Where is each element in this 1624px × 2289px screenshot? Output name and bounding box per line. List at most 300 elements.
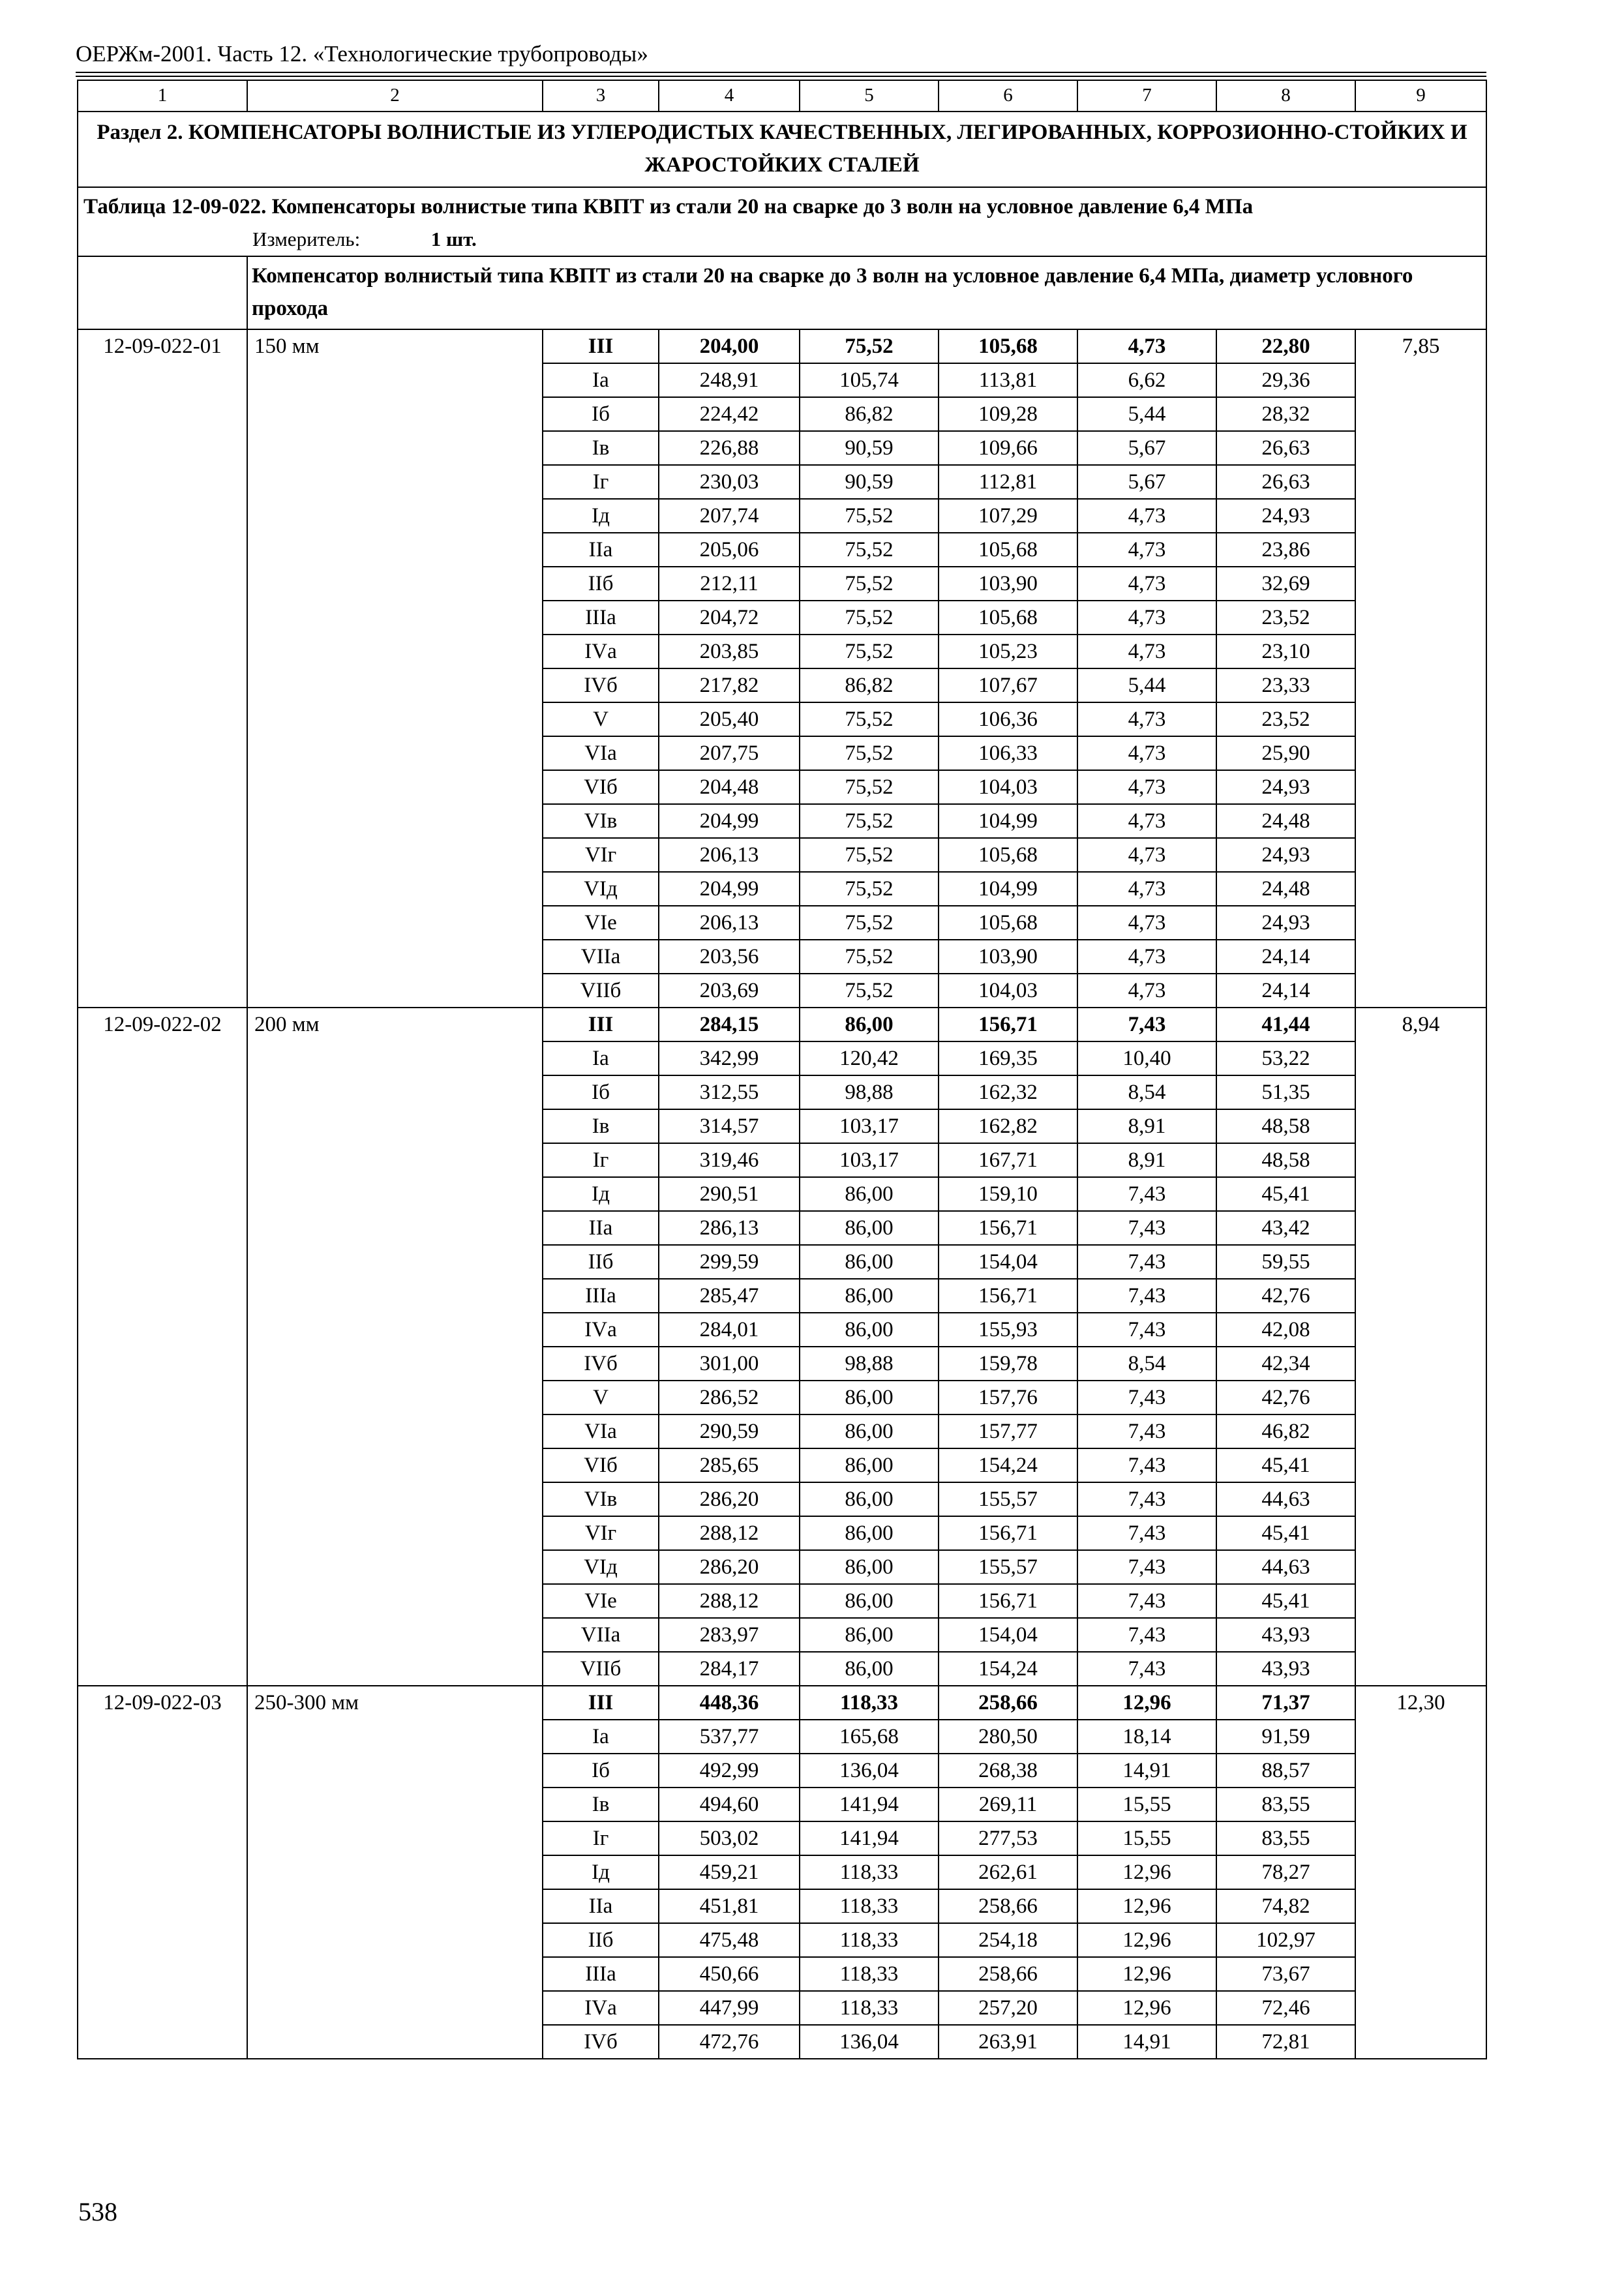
cell-col4: 459,21 bbox=[659, 1855, 800, 1889]
cell-col8: 24,93 bbox=[1216, 499, 1355, 533]
rate-code: 12-09-022-03 bbox=[78, 1686, 247, 2059]
cell-col5: 86,00 bbox=[800, 1584, 939, 1618]
cell-col4: 319,46 bbox=[659, 1143, 800, 1177]
cell-col8: 32,69 bbox=[1216, 567, 1355, 601]
cell-col5: 75,52 bbox=[800, 906, 939, 940]
cell-col7: 7,43 bbox=[1077, 1381, 1216, 1414]
cell-col4: 450,66 bbox=[659, 1957, 800, 1991]
cell-col7: 7,43 bbox=[1077, 1618, 1216, 1652]
cell-col4: 203,56 bbox=[659, 940, 800, 974]
cell-col8: 42,76 bbox=[1216, 1279, 1355, 1313]
cell-col8: 24,93 bbox=[1216, 906, 1355, 940]
cell-col7: 8,91 bbox=[1077, 1143, 1216, 1177]
cell-col6: 112,81 bbox=[939, 465, 1077, 499]
cell-col4: 204,99 bbox=[659, 872, 800, 906]
cell-col5: 90,59 bbox=[800, 465, 939, 499]
cell-col7: 5,44 bbox=[1077, 668, 1216, 702]
cell-zone: VIа bbox=[543, 736, 659, 770]
cell-col4: 288,12 bbox=[659, 1516, 800, 1550]
cell-col7: 7,43 bbox=[1077, 1516, 1216, 1550]
cell-zone: III bbox=[543, 329, 659, 363]
cell-col7: 7,43 bbox=[1077, 1279, 1216, 1313]
cell-zone: VIа bbox=[543, 1414, 659, 1448]
cell-col6: 113,81 bbox=[939, 363, 1077, 397]
cell-col4: 206,13 bbox=[659, 906, 800, 940]
cell-col6: 104,99 bbox=[939, 872, 1077, 906]
cell-col6: 156,71 bbox=[939, 1008, 1077, 1041]
cell-col5: 86,00 bbox=[800, 1652, 939, 1686]
cell-zone: V bbox=[543, 1381, 659, 1414]
cell-col5: 86,00 bbox=[800, 1550, 939, 1584]
cell-zone: IIа bbox=[543, 1211, 659, 1245]
cell-col7: 8,91 bbox=[1077, 1109, 1216, 1143]
cell-zone: VIIб bbox=[543, 1652, 659, 1686]
cell-col7: 7,43 bbox=[1077, 1448, 1216, 1482]
cell-col5: 75,52 bbox=[800, 838, 939, 872]
cell-zone: Iг bbox=[543, 1821, 659, 1855]
cell-zone: VIд bbox=[543, 1550, 659, 1584]
cell-col6: 162,82 bbox=[939, 1109, 1077, 1143]
meter-value: 1 шт. bbox=[430, 228, 477, 250]
cell-zone: V bbox=[543, 702, 659, 736]
cell-col5: 86,00 bbox=[800, 1381, 939, 1414]
cell-zone: IVб bbox=[543, 1347, 659, 1381]
cell-col6: 157,77 bbox=[939, 1414, 1077, 1448]
cell-zone: IVа bbox=[543, 635, 659, 668]
cell-col7: 15,55 bbox=[1077, 1788, 1216, 1821]
rate-code: 12-09-022-01 bbox=[78, 329, 247, 1008]
cell-col8: 24,48 bbox=[1216, 804, 1355, 838]
cell-col8: 22,80 bbox=[1216, 329, 1355, 363]
cell-col6: 155,93 bbox=[939, 1313, 1077, 1347]
cell-col8: 42,34 bbox=[1216, 1347, 1355, 1381]
cell-col6: 258,66 bbox=[939, 1957, 1077, 1991]
cell-col6: 159,10 bbox=[939, 1177, 1077, 1211]
cell-col4: 290,59 bbox=[659, 1414, 800, 1448]
cell-zone: IVа bbox=[543, 1991, 659, 2025]
table-row bbox=[78, 329, 1486, 363]
cell-col5: 75,52 bbox=[800, 804, 939, 838]
cell-col6: 106,33 bbox=[939, 736, 1077, 770]
cell-col7: 12,96 bbox=[1077, 1686, 1216, 1720]
cell-zone: IVб bbox=[543, 668, 659, 702]
cell-col7: 15,55 bbox=[1077, 1821, 1216, 1855]
cell-col8: 45,41 bbox=[1216, 1584, 1355, 1618]
cell-col4: 503,02 bbox=[659, 1821, 800, 1855]
cell-zone: Iд bbox=[543, 1855, 659, 1889]
cell-col8: 88,57 bbox=[1216, 1754, 1355, 1788]
cell-zone: Iа bbox=[543, 1720, 659, 1754]
cell-zone: VIIа bbox=[543, 940, 659, 974]
cell-col6: 155,57 bbox=[939, 1550, 1077, 1584]
cell-col8: 24,14 bbox=[1216, 974, 1355, 1008]
cell-col8: 83,55 bbox=[1216, 1821, 1355, 1855]
cell-col7: 7,43 bbox=[1077, 1414, 1216, 1448]
cell-col7: 8,54 bbox=[1077, 1075, 1216, 1109]
cell-col7: 7,43 bbox=[1077, 1177, 1216, 1211]
page-number: 538 bbox=[78, 2197, 117, 2226]
cell-col6: 106,36 bbox=[939, 702, 1077, 736]
cell-col4: 285,65 bbox=[659, 1448, 800, 1482]
cell-col7: 6,62 bbox=[1077, 363, 1216, 397]
cell-zone: VIв bbox=[543, 1482, 659, 1516]
cell-zone: Iб bbox=[543, 397, 659, 431]
cell-col4: 286,20 bbox=[659, 1550, 800, 1584]
cell-col4: 204,48 bbox=[659, 770, 800, 804]
cell-col8: 41,44 bbox=[1216, 1008, 1355, 1041]
cell-col5: 75,52 bbox=[800, 533, 939, 567]
cell-col5: 75,52 bbox=[800, 770, 939, 804]
cell-col7: 7,43 bbox=[1077, 1550, 1216, 1584]
cell-col7: 4,73 bbox=[1077, 736, 1216, 770]
cell-col4: 203,85 bbox=[659, 635, 800, 668]
cell-col4: 290,51 bbox=[659, 1177, 800, 1211]
cell-col5: 86,00 bbox=[800, 1279, 939, 1313]
cell-col4: 285,47 bbox=[659, 1279, 800, 1313]
cell-col7: 12,96 bbox=[1077, 1923, 1216, 1957]
cell-zone: Iб bbox=[543, 1754, 659, 1788]
cell-col5: 105,74 bbox=[800, 363, 939, 397]
cell-col4: 537,77 bbox=[659, 1720, 800, 1754]
cell-col8: 78,27 bbox=[1216, 1855, 1355, 1889]
cell-col6: 157,76 bbox=[939, 1381, 1077, 1414]
cell-col5: 103,17 bbox=[800, 1109, 939, 1143]
cell-col5: 118,33 bbox=[800, 1991, 939, 2025]
cell-col6: 105,68 bbox=[939, 533, 1077, 567]
cell-zone: IVа bbox=[543, 1313, 659, 1347]
rates-table bbox=[77, 80, 1487, 2059]
cell-col8: 71,37 bbox=[1216, 1686, 1355, 1720]
meter-row bbox=[78, 223, 1486, 256]
cell-zone: IIа bbox=[543, 1889, 659, 1923]
cell-col7: 12,96 bbox=[1077, 1957, 1216, 1991]
cell-col4: 492,99 bbox=[659, 1754, 800, 1788]
cell-col8: 26,63 bbox=[1216, 465, 1355, 499]
cell-col4: 284,17 bbox=[659, 1652, 800, 1686]
cell-col8: 83,55 bbox=[1216, 1788, 1355, 1821]
cell-col5: 98,88 bbox=[800, 1075, 939, 1109]
cell-col6: 154,24 bbox=[939, 1652, 1077, 1686]
cell-col7: 4,73 bbox=[1077, 499, 1216, 533]
cell-col8: 46,82 bbox=[1216, 1414, 1355, 1448]
cell-col7: 14,91 bbox=[1077, 2025, 1216, 2059]
cell-col8: 24,93 bbox=[1216, 770, 1355, 804]
cell-col6: 258,66 bbox=[939, 1889, 1077, 1923]
cell-col5: 118,33 bbox=[800, 1889, 939, 1923]
cell-zone: Iв bbox=[543, 1788, 659, 1821]
cell-col5: 75,52 bbox=[800, 601, 939, 635]
cell-col7: 4,73 bbox=[1077, 770, 1216, 804]
cell-col5: 86,00 bbox=[800, 1245, 939, 1279]
cell-col5: 86,00 bbox=[800, 1414, 939, 1448]
cell-col6: 109,28 bbox=[939, 397, 1077, 431]
cell-col8: 43,93 bbox=[1216, 1652, 1355, 1686]
cell-col7: 5,67 bbox=[1077, 431, 1216, 465]
cell-col4: 286,52 bbox=[659, 1381, 800, 1414]
cell-zone: III bbox=[543, 1008, 659, 1041]
cell-col8: 23,86 bbox=[1216, 533, 1355, 567]
cell-col4: 226,88 bbox=[659, 431, 800, 465]
cell-col7: 10,40 bbox=[1077, 1041, 1216, 1075]
cell-col8: 102,97 bbox=[1216, 1923, 1355, 1957]
column-number: 2 bbox=[247, 80, 543, 112]
cell-col6: 162,32 bbox=[939, 1075, 1077, 1109]
cell-col5: 75,52 bbox=[800, 940, 939, 974]
cell-col6: 154,04 bbox=[939, 1245, 1077, 1279]
cell-col6: 156,71 bbox=[939, 1584, 1077, 1618]
cell-col7: 4,73 bbox=[1077, 838, 1216, 872]
cell-col5: 118,33 bbox=[800, 1923, 939, 1957]
cell-col5: 165,68 bbox=[800, 1720, 939, 1754]
cell-col8: 48,58 bbox=[1216, 1109, 1355, 1143]
cell-zone: VIв bbox=[543, 804, 659, 838]
cell-zone: IIIа bbox=[543, 601, 659, 635]
cell-col5: 118,33 bbox=[800, 1855, 939, 1889]
cell-col6: 104,99 bbox=[939, 804, 1077, 838]
cell-zone: VIIа bbox=[543, 1618, 659, 1652]
cell-col7: 7,43 bbox=[1077, 1584, 1216, 1618]
cell-col5: 136,04 bbox=[800, 2025, 939, 2059]
cell-col7: 12,96 bbox=[1077, 1991, 1216, 2025]
cell-col7: 4,73 bbox=[1077, 601, 1216, 635]
cell-col5: 118,33 bbox=[800, 1957, 939, 1991]
cell-col7: 4,73 bbox=[1077, 533, 1216, 567]
column-number: 5 bbox=[800, 80, 939, 112]
cell-col6: 167,71 bbox=[939, 1143, 1077, 1177]
item-name-row bbox=[78, 256, 1486, 329]
cell-zone: VIд bbox=[543, 872, 659, 906]
cell-col6: 154,04 bbox=[939, 1618, 1077, 1652]
cell-col8: 59,55 bbox=[1216, 1245, 1355, 1279]
diameter: 200 мм bbox=[247, 1008, 543, 1686]
header-rule bbox=[76, 72, 1486, 73]
cell-col6: 277,53 bbox=[939, 1821, 1077, 1855]
cell-col5: 103,17 bbox=[800, 1143, 939, 1177]
cell-col6: 169,35 bbox=[939, 1041, 1077, 1075]
cell-zone: VIг bbox=[543, 838, 659, 872]
cell-col4: 286,13 bbox=[659, 1211, 800, 1245]
table-row bbox=[78, 1686, 1486, 1720]
cell-zone: Iа bbox=[543, 363, 659, 397]
cell-col7: 7,43 bbox=[1077, 1211, 1216, 1245]
cell-col8: 23,33 bbox=[1216, 668, 1355, 702]
cell-col9: 8,94 bbox=[1355, 1008, 1486, 1686]
cell-col8: 73,67 bbox=[1216, 1957, 1355, 1991]
cell-col6: 258,66 bbox=[939, 1686, 1077, 1720]
cell-zone: IIб bbox=[543, 1245, 659, 1279]
cell-col5: 75,52 bbox=[800, 329, 939, 363]
cell-col6: 254,18 bbox=[939, 1923, 1077, 1957]
column-number: 6 bbox=[939, 80, 1077, 112]
cell-zone: Iв bbox=[543, 1109, 659, 1143]
cell-col4: 204,72 bbox=[659, 601, 800, 635]
cell-col4: 203,69 bbox=[659, 974, 800, 1008]
cell-col8: 53,22 bbox=[1216, 1041, 1355, 1075]
cell-col8: 48,58 bbox=[1216, 1143, 1355, 1177]
cell-col8: 28,32 bbox=[1216, 397, 1355, 431]
table-title: Таблица 12-09-022. Компенсаторы волнистые типа КВПТ из стали 20 на сварке до 3 волн на условное давление 6,4 МПа bbox=[78, 187, 1486, 223]
cell-col6: 262,61 bbox=[939, 1855, 1077, 1889]
cell-col8: 42,08 bbox=[1216, 1313, 1355, 1347]
cell-col7: 4,73 bbox=[1077, 804, 1216, 838]
header-rule bbox=[76, 76, 1486, 77]
column-number: 9 bbox=[1355, 80, 1486, 112]
cell-col4: 205,06 bbox=[659, 533, 800, 567]
rate-code: 12-09-022-02 bbox=[78, 1008, 247, 1686]
cell-col6: 105,68 bbox=[939, 329, 1077, 363]
cell-col8: 25,90 bbox=[1216, 736, 1355, 770]
cell-col5: 75,52 bbox=[800, 499, 939, 533]
cell-col7: 4,73 bbox=[1077, 940, 1216, 974]
cell-col7: 18,14 bbox=[1077, 1720, 1216, 1754]
cell-col4: 207,75 bbox=[659, 736, 800, 770]
cell-col8: 45,41 bbox=[1216, 1177, 1355, 1211]
cell-zone: III bbox=[543, 1686, 659, 1720]
diameter: 250-300 мм bbox=[247, 1686, 543, 2059]
cell-col6: 109,66 bbox=[939, 431, 1077, 465]
cell-col6: 104,03 bbox=[939, 974, 1077, 1008]
cell-col5: 118,33 bbox=[800, 1686, 939, 1720]
cell-col5: 75,52 bbox=[800, 974, 939, 1008]
cell-col5: 86,82 bbox=[800, 397, 939, 431]
cell-zone: VIб bbox=[543, 1448, 659, 1482]
cell-col6: 107,67 bbox=[939, 668, 1077, 702]
cell-col7: 12,96 bbox=[1077, 1889, 1216, 1923]
item-name: Компенсатор волнистый типа КВПТ из стали 20 на сварке до 3 волн на условное давление 6,4 МПа, диаметр условного прохода bbox=[247, 256, 1486, 329]
cell-col4: 205,40 bbox=[659, 702, 800, 736]
cell-col4: 475,48 bbox=[659, 1923, 800, 1957]
cell-col4: 286,20 bbox=[659, 1482, 800, 1516]
running-header: ОЕРЖм-2001. Часть 12. «Технологические трубопроводы» bbox=[76, 41, 648, 67]
cell-zone: VIб bbox=[543, 770, 659, 804]
cell-col4: 312,55 bbox=[659, 1075, 800, 1109]
cell-col8: 23,52 bbox=[1216, 702, 1355, 736]
section-title-row bbox=[78, 112, 1486, 187]
cell-col6: 269,11 bbox=[939, 1788, 1077, 1821]
cell-zone: VIIб bbox=[543, 974, 659, 1008]
cell-col8: 29,36 bbox=[1216, 363, 1355, 397]
cell-col7: 7,43 bbox=[1077, 1008, 1216, 1041]
cell-col7: 5,67 bbox=[1077, 465, 1216, 499]
table-title-row bbox=[78, 187, 1486, 223]
cell-col8: 23,52 bbox=[1216, 601, 1355, 635]
cell-zone: Iа bbox=[543, 1041, 659, 1075]
cell-col7: 14,91 bbox=[1077, 1754, 1216, 1788]
cell-col4: 494,60 bbox=[659, 1788, 800, 1821]
cell-col4: 288,12 bbox=[659, 1584, 800, 1618]
cell-col4: 230,03 bbox=[659, 465, 800, 499]
cell-col6: 156,71 bbox=[939, 1516, 1077, 1550]
cell-zone: VIг bbox=[543, 1516, 659, 1550]
cell-col6: 159,78 bbox=[939, 1347, 1077, 1381]
cell-col5: 86,00 bbox=[800, 1482, 939, 1516]
cell-col8: 43,93 bbox=[1216, 1618, 1355, 1652]
cell-col7: 7,43 bbox=[1077, 1482, 1216, 1516]
section-title: Раздел 2. КОМПЕНСАТОРЫ ВОЛНИСТЫЕ ИЗ УГЛЕРОДИСТЫХ КАЧЕСТВЕННЫХ, ЛЕГИРОВАННЫХ, КОРРОЗИОННО-СТОЙКИХ И ЖАРОСТОЙКИХ СТАЛЕЙ bbox=[78, 112, 1486, 187]
cell-col8: 45,41 bbox=[1216, 1448, 1355, 1482]
cell-col5: 86,00 bbox=[800, 1448, 939, 1482]
cell-col5: 86,00 bbox=[800, 1008, 939, 1041]
column-number: 7 bbox=[1077, 80, 1216, 112]
cell-col6: 107,29 bbox=[939, 499, 1077, 533]
cell-col8: 74,82 bbox=[1216, 1889, 1355, 1923]
cell-col4: 301,00 bbox=[659, 1347, 800, 1381]
cell-col9: 7,85 bbox=[1355, 329, 1486, 1008]
column-number: 1 bbox=[78, 80, 247, 112]
cell-col5: 75,52 bbox=[800, 702, 939, 736]
cell-col4: 284,01 bbox=[659, 1313, 800, 1347]
cell-col7: 12,96 bbox=[1077, 1855, 1216, 1889]
cell-col4: 342,99 bbox=[659, 1041, 800, 1075]
cell-zone: VIе bbox=[543, 1584, 659, 1618]
cell-col5: 120,42 bbox=[800, 1041, 939, 1075]
cell-col6: 103,90 bbox=[939, 567, 1077, 601]
cell-col8: 24,93 bbox=[1216, 838, 1355, 872]
cell-col8: 24,48 bbox=[1216, 872, 1355, 906]
cell-col6: 268,38 bbox=[939, 1754, 1077, 1788]
cell-col5: 86,82 bbox=[800, 668, 939, 702]
column-number: 4 bbox=[659, 80, 800, 112]
column-number: 3 bbox=[543, 80, 659, 112]
cell-zone: IIб bbox=[543, 1923, 659, 1957]
cell-zone: Iд bbox=[543, 499, 659, 533]
cell-col6: 105,68 bbox=[939, 906, 1077, 940]
cell-col4: 448,36 bbox=[659, 1686, 800, 1720]
cell-col4: 207,74 bbox=[659, 499, 800, 533]
cell-col7: 4,73 bbox=[1077, 635, 1216, 668]
cell-col4: 204,99 bbox=[659, 804, 800, 838]
cell-col8: 72,81 bbox=[1216, 2025, 1355, 2059]
cell-col7: 4,73 bbox=[1077, 974, 1216, 1008]
cell-col4: 284,15 bbox=[659, 1008, 800, 1041]
cell-col6: 105,23 bbox=[939, 635, 1077, 668]
cell-col7: 7,43 bbox=[1077, 1245, 1216, 1279]
cell-col7: 4,73 bbox=[1077, 872, 1216, 906]
cell-zone: Iг bbox=[543, 465, 659, 499]
cell-col5: 75,52 bbox=[800, 635, 939, 668]
cell-col4: 447,99 bbox=[659, 1991, 800, 2025]
cell-col7: 4,73 bbox=[1077, 329, 1216, 363]
cell-zone: IIб bbox=[543, 567, 659, 601]
cell-col5: 86,00 bbox=[800, 1516, 939, 1550]
cell-col5: 86,00 bbox=[800, 1211, 939, 1245]
cell-col7: 5,44 bbox=[1077, 397, 1216, 431]
cell-col4: 224,42 bbox=[659, 397, 800, 431]
cell-col4: 451,81 bbox=[659, 1889, 800, 1923]
cell-col7: 4,73 bbox=[1077, 567, 1216, 601]
cell-col7: 4,73 bbox=[1077, 702, 1216, 736]
cell-col4: 206,13 bbox=[659, 838, 800, 872]
cell-col5: 98,88 bbox=[800, 1347, 939, 1381]
cell-col6: 103,90 bbox=[939, 940, 1077, 974]
cell-col7: 7,43 bbox=[1077, 1652, 1216, 1686]
cell-col5: 136,04 bbox=[800, 1754, 939, 1788]
column-numbers-row bbox=[78, 80, 1486, 112]
cell-col7: 7,43 bbox=[1077, 1313, 1216, 1347]
cell-zone: Iв bbox=[543, 431, 659, 465]
cell-col5: 75,52 bbox=[800, 736, 939, 770]
cell-col8: 44,63 bbox=[1216, 1482, 1355, 1516]
cell-col5: 86,00 bbox=[800, 1313, 939, 1347]
cell-col6: 257,20 bbox=[939, 1991, 1077, 2025]
cell-col6: 280,50 bbox=[939, 1720, 1077, 1754]
cell-col8: 45,41 bbox=[1216, 1516, 1355, 1550]
cell-col4: 299,59 bbox=[659, 1245, 800, 1279]
cell-col4: 314,57 bbox=[659, 1109, 800, 1143]
cell-col8: 23,10 bbox=[1216, 635, 1355, 668]
cell-col4: 283,97 bbox=[659, 1618, 800, 1652]
cell-col6: 105,68 bbox=[939, 838, 1077, 872]
